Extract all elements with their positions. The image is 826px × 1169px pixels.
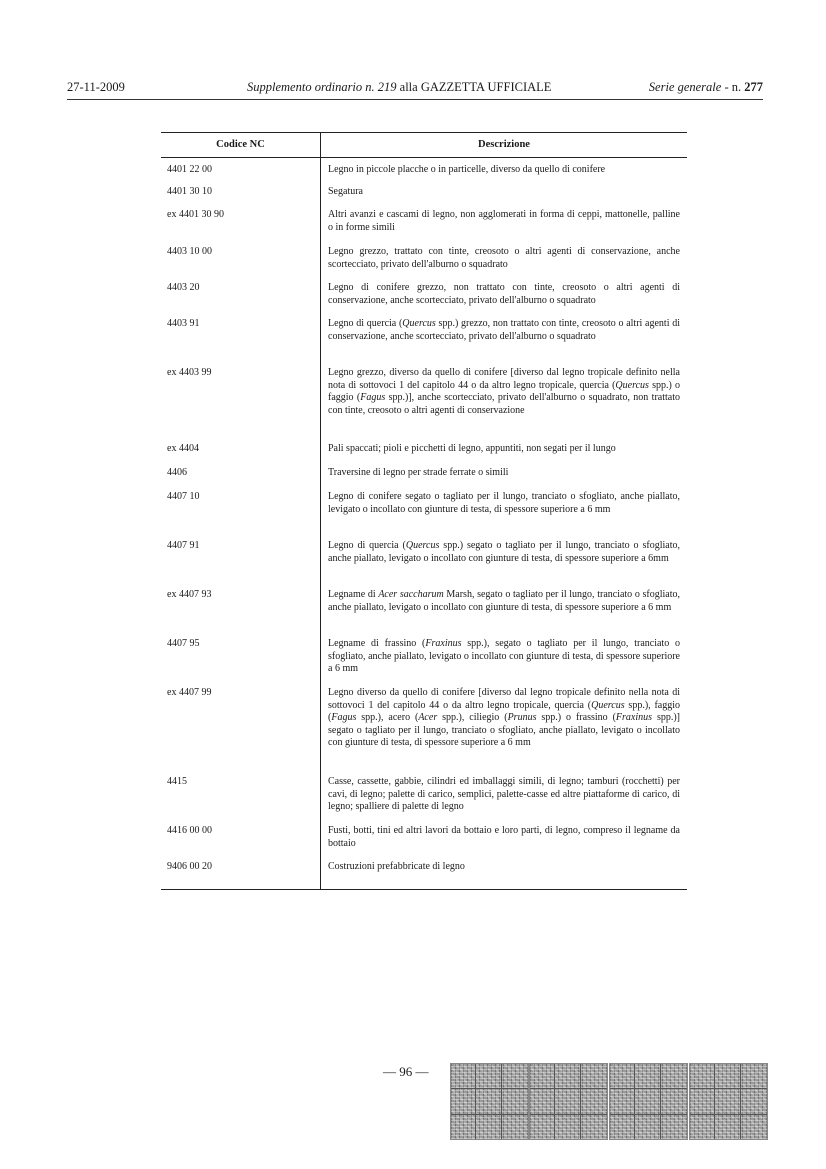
nc-code-table	[161, 132, 687, 890]
description-text: spp.) o frassino (	[536, 712, 616, 724]
description-text: spp.), acero (	[356, 712, 419, 724]
description	[328, 632, 680, 676]
description	[328, 681, 680, 750]
table-row	[161, 312, 687, 361]
species-name: Quercus	[591, 699, 625, 711]
nc-code: 4407 91	[167, 540, 200, 551]
description-text: Legname di frassino (	[328, 638, 426, 649]
header-publication-italic: Supplemento ordinario n. 219	[247, 80, 397, 94]
nc-code: ex 4407 99	[167, 687, 212, 698]
description-text: Segatura	[328, 186, 363, 197]
species-name: Quercus	[405, 540, 440, 551]
nc-code: 4416 00 00	[167, 825, 212, 836]
nc-code: ex 4403 99	[167, 367, 212, 378]
nc-code: ex 4407 93	[167, 589, 212, 600]
table-row	[161, 361, 687, 437]
table-row	[161, 632, 687, 681]
table-row	[161, 681, 687, 770]
header-series-sep: - n.	[721, 80, 745, 94]
header-publication	[247, 80, 551, 95]
description	[328, 180, 680, 199]
species-name: Acer saccharum	[378, 589, 444, 600]
table-row	[161, 180, 687, 203]
table-row	[161, 461, 687, 485]
nc-code: ex 4404	[167, 443, 199, 454]
header-rule	[67, 99, 763, 100]
description	[328, 770, 680, 814]
nc-code: ex 4401 30 90	[167, 209, 224, 220]
description	[328, 583, 680, 614]
species-name: Fraxinus	[425, 638, 462, 649]
description-text: spp.), ciliegio (	[437, 712, 508, 724]
description-text: spp.) o faggio (	[328, 379, 680, 404]
nc-code: 4407 10	[167, 491, 200, 502]
column-header-description: Descrizione	[478, 139, 530, 150]
table-row	[161, 437, 687, 461]
description-text: Altri avanzi e cascami di legno, non agglomerati in forma di ceppi, mattonelle, palline o in forme simili	[328, 209, 680, 233]
table-row	[161, 158, 687, 180]
description	[328, 240, 680, 271]
nc-code: 4407 95	[167, 638, 200, 649]
security-stamp-pattern	[529, 1063, 608, 1140]
header-date: 27-11-2009	[67, 80, 125, 94]
description	[328, 819, 680, 850]
nc-code: 4401 30 10	[167, 186, 212, 197]
description	[328, 855, 680, 874]
description	[328, 437, 680, 456]
description-text: spp.)], anche scortecciato, privato dell'alburno o squadrato, non trattato con tinte, creosoto o altri agenti di conservazione	[328, 392, 680, 416]
description-text: Casse, cassette, gabbie, cilindri ed imballaggi simili, di legno; tamburi (rocchetti) per cavi, di legno; palette di carico, semplici, palette-casse ed altre piattaforme di carico, di legno; spalliere di palette di legno	[328, 776, 680, 813]
description-text: Legno grezzo, trattato con tinte, creosoto o altri agenti di conservazione, anche scortecciato, privato dell'alburno o squadrato	[328, 246, 680, 270]
species-name: Quercus	[402, 318, 436, 329]
header-series-number: 277	[744, 80, 763, 94]
description-text: spp.) segato o tagliato per il lungo, tranciato o sfogliato, anche piallato, levigato o incollato con giunture di testa, di spessore superiore a 6mm	[328, 540, 680, 564]
nc-code: 4403 91	[167, 318, 200, 329]
table-row	[161, 203, 687, 240]
description-text: Legno diverso da quello di conifere [diverso dal legno tropicale definito nella nota di sottovoci 1 del capitolo 44 o da altro legno tropicale, quercia (	[328, 687, 680, 711]
species-name: Acer	[418, 712, 438, 724]
description-text: Pali spaccati; pioli e picchetti di legno, appuntiti, non segati per il lungo	[328, 443, 616, 454]
nc-code: 4406	[167, 467, 187, 478]
description-text: Fusti, botti, tini ed altri lavori da bottaio e loro parti, di legno, compreso il legname da bottaio	[328, 825, 680, 849]
description	[328, 534, 680, 565]
description-text: Legno in piccole placche o in particelle, diverso da quello di conifere	[328, 164, 606, 175]
security-stamp-pattern	[689, 1063, 768, 1140]
species-name: Fraxinus	[615, 712, 653, 724]
table-body	[161, 158, 687, 885]
description-text: Legname di	[328, 589, 379, 600]
table-row	[161, 819, 687, 855]
description	[328, 361, 680, 417]
description-text: Legno di quercia (	[328, 318, 403, 329]
nc-code: 4415	[167, 776, 187, 787]
table-row	[161, 485, 687, 534]
description-text: Legno di conifere grezzo, non trattato con tinte, creosoto o altri agenti di conservazione, anche scortecciato, privato dell'alburno o squadrato	[328, 282, 680, 306]
table-header	[161, 133, 687, 158]
description-text: spp.), segato o tagliato per il lungo, tranciato o sfogliato, anche piallato, levigato o incollato con giunture di testa, di spessore superiore a 6 mm	[328, 638, 680, 675]
species-name: Fagus	[360, 392, 386, 404]
description	[328, 485, 680, 516]
description-text: spp.), faggio (	[328, 699, 680, 724]
description	[328, 461, 680, 480]
description-text: Traversine di legno per strade ferrate o simili	[328, 467, 509, 478]
description	[328, 203, 680, 234]
nc-code: 4403 10 00	[167, 246, 212, 257]
description-text: spp.) grezzo, non trattato con tinte, creosoto o altri agenti di conservazione, anche scortecciato, privato dell'alburno o squadrato	[328, 318, 680, 342]
security-stamp-pattern	[450, 1063, 529, 1140]
page-header	[67, 80, 763, 100]
nc-code: 4403 20	[167, 282, 200, 293]
table-row	[161, 770, 687, 819]
description-text: Marsh, segato o tagliato per il lungo, tranciato o sfogliato, anche piallato, levigato o incollato con giunture di testa, di spessore superiore a 6 mm	[328, 589, 681, 613]
table-row	[161, 276, 687, 312]
description-text: Legno di quercia (	[328, 540, 406, 551]
page-number: — 96 —	[383, 1064, 429, 1079]
header-series-italic: Serie generale	[648, 80, 722, 94]
description-text: Legno grezzo, diverso da quello di conifere [diverso dal legno tropicale definito nella nota di sottovoci 1 del capitolo 44 o da altro legno tropicale, quercia (	[328, 367, 680, 391]
species-name: Prunus	[507, 712, 537, 724]
table-row	[161, 583, 687, 632]
description-text: Legno di conifere segato o tagliato per il lungo, tranciato o sfogliato, anche piallato, levigato o incollato con giunture di testa, di spessore superiore a 6 mm	[328, 491, 680, 515]
description	[328, 158, 680, 177]
header-publication-rest: alla GAZZETTA UFFICIALE	[396, 80, 552, 94]
security-stamp-pattern	[609, 1063, 688, 1140]
species-name: Quercus	[615, 379, 649, 391]
description-text: spp.)] segato o tagliato per il lungo, tranciato o sfogliato, anche piallato, levigato o incollato con giunture di testa, di spessore superiore a 6 mm	[328, 712, 680, 749]
species-name: Fagus	[331, 712, 357, 724]
table-row	[161, 855, 687, 885]
column-header-code: Codice NC	[216, 139, 265, 150]
description-text: Costruzioni prefabbricate di legno	[328, 861, 465, 872]
description	[328, 312, 680, 343]
header-series	[649, 80, 763, 95]
table-row	[161, 534, 687, 583]
nc-code: 9406 00 20	[167, 861, 212, 872]
table-row	[161, 240, 687, 276]
description	[328, 276, 680, 307]
nc-code: 4401 22 00	[167, 164, 212, 175]
